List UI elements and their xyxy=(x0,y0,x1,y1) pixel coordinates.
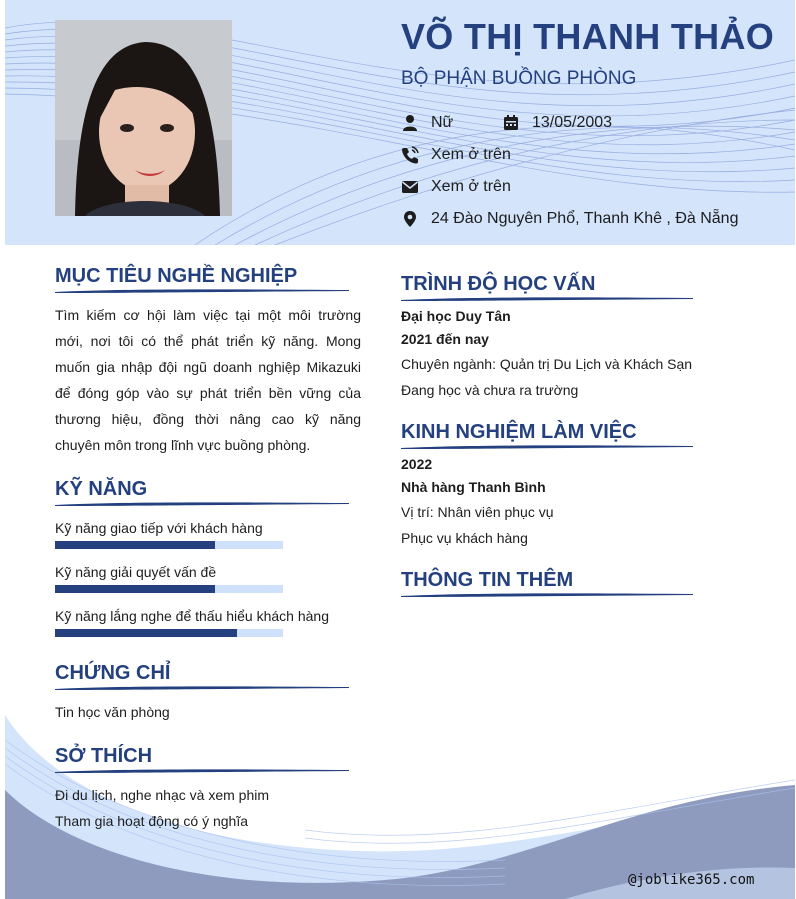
gender-value: Nữ xyxy=(431,114,454,131)
phone-value: Xem ở trên xyxy=(431,146,511,163)
education-period: 2021 đến nay xyxy=(401,331,489,347)
experience-duty: Phục vụ khách hàng xyxy=(401,530,528,546)
skill-label: Kỹ năng lắng nghe để thấu hiểu khách hàng xyxy=(55,608,330,624)
skill-label: Kỹ năng giao tiếp với khách hàng xyxy=(55,520,263,536)
user-icon xyxy=(401,114,419,132)
calendar-icon xyxy=(502,114,520,132)
education-school: Đại học Duy Tân xyxy=(401,308,511,324)
education-status: Đang học và chưa ra trường xyxy=(401,382,579,398)
birthdate-value: 13/05/2003 xyxy=(532,114,613,131)
email-value: Xem ở trên xyxy=(431,178,511,195)
birthdate-row xyxy=(502,114,612,132)
additional-info-title: THÔNG TIN THÊM xyxy=(401,569,574,591)
experience-role: Vị trí: Nhân viên phục vụ xyxy=(401,504,554,520)
phone-icon xyxy=(401,146,419,164)
skill-level-fill xyxy=(55,585,215,593)
skill-label: Kỹ năng giải quyết vấn đề xyxy=(55,564,217,580)
experience-year: 2022 xyxy=(401,456,433,472)
email-row xyxy=(401,178,511,196)
phone-row xyxy=(401,146,511,164)
skill-level-fill xyxy=(55,629,237,637)
gender-row xyxy=(401,114,453,132)
skills-underline xyxy=(55,501,349,507)
objective-title: MỤC TIÊU NGHỀ NGHIỆP xyxy=(55,265,298,287)
skill-level-fill xyxy=(55,541,215,549)
watermark-text: @joblike365.com xyxy=(628,872,755,888)
certificates-underline xyxy=(55,685,349,691)
experience-title: KINH NGHIỆM LÀM VIỆC xyxy=(401,421,637,443)
header-band xyxy=(5,0,795,245)
education-underline xyxy=(401,296,693,302)
skill-level-bar xyxy=(55,541,283,549)
experience-company: Nhà hàng Thanh Bình xyxy=(401,479,546,495)
address-value: 24 Đào Nguyên Phổ, Thanh Khê , Đà Nẵng xyxy=(431,210,739,227)
hobby-item: Đi du lịch, nghe nhạc và xem phim xyxy=(55,787,269,803)
email-icon xyxy=(401,178,419,196)
location-icon xyxy=(401,210,419,228)
hobby-item: Tham gia hoạt động có ý nghĩa xyxy=(55,813,249,829)
education-major: Chuyên ngành: Quản trị Du Lịch và Khách Sạn xyxy=(401,356,693,372)
objective-underline xyxy=(55,288,349,294)
education-title: TRÌNH ĐỘ HỌC VẤN xyxy=(401,273,596,295)
additional-info-underline xyxy=(401,592,693,598)
profile-photo xyxy=(55,20,232,216)
certificate-item: Tin học văn phòng xyxy=(55,704,170,720)
address-row xyxy=(401,210,738,228)
certificates-title: CHỨNG CHỈ xyxy=(55,662,171,684)
cv-page xyxy=(5,0,795,899)
hobbies-underline xyxy=(55,768,349,774)
candidate-name: VÕ THỊ THANH THẢO xyxy=(401,16,775,57)
skill-level-bar xyxy=(55,629,283,637)
skill-level-bar xyxy=(55,585,283,593)
experience-underline xyxy=(401,444,693,450)
objective-text: Tìm kiếm cơ hội làm việc tại một môi trường mới, nơi tôi có thể phát triển kỹ năng. Mong muốn gia nhập đội ngũ doanh nghiệp Mikazuki để đóng góp vào sự phát triển bền vững của thương hiệu, đồng thời nâng cao kỹ năng chuyên môn trong lĩnh vực buồng phòng. xyxy=(55,307,361,453)
target-position: BỘ PHẬN BUỒNG PHÒNG xyxy=(401,68,637,89)
skills-title: KỸ NĂNG xyxy=(55,478,148,500)
hobbies-title: SỞ THÍCH xyxy=(55,745,153,767)
